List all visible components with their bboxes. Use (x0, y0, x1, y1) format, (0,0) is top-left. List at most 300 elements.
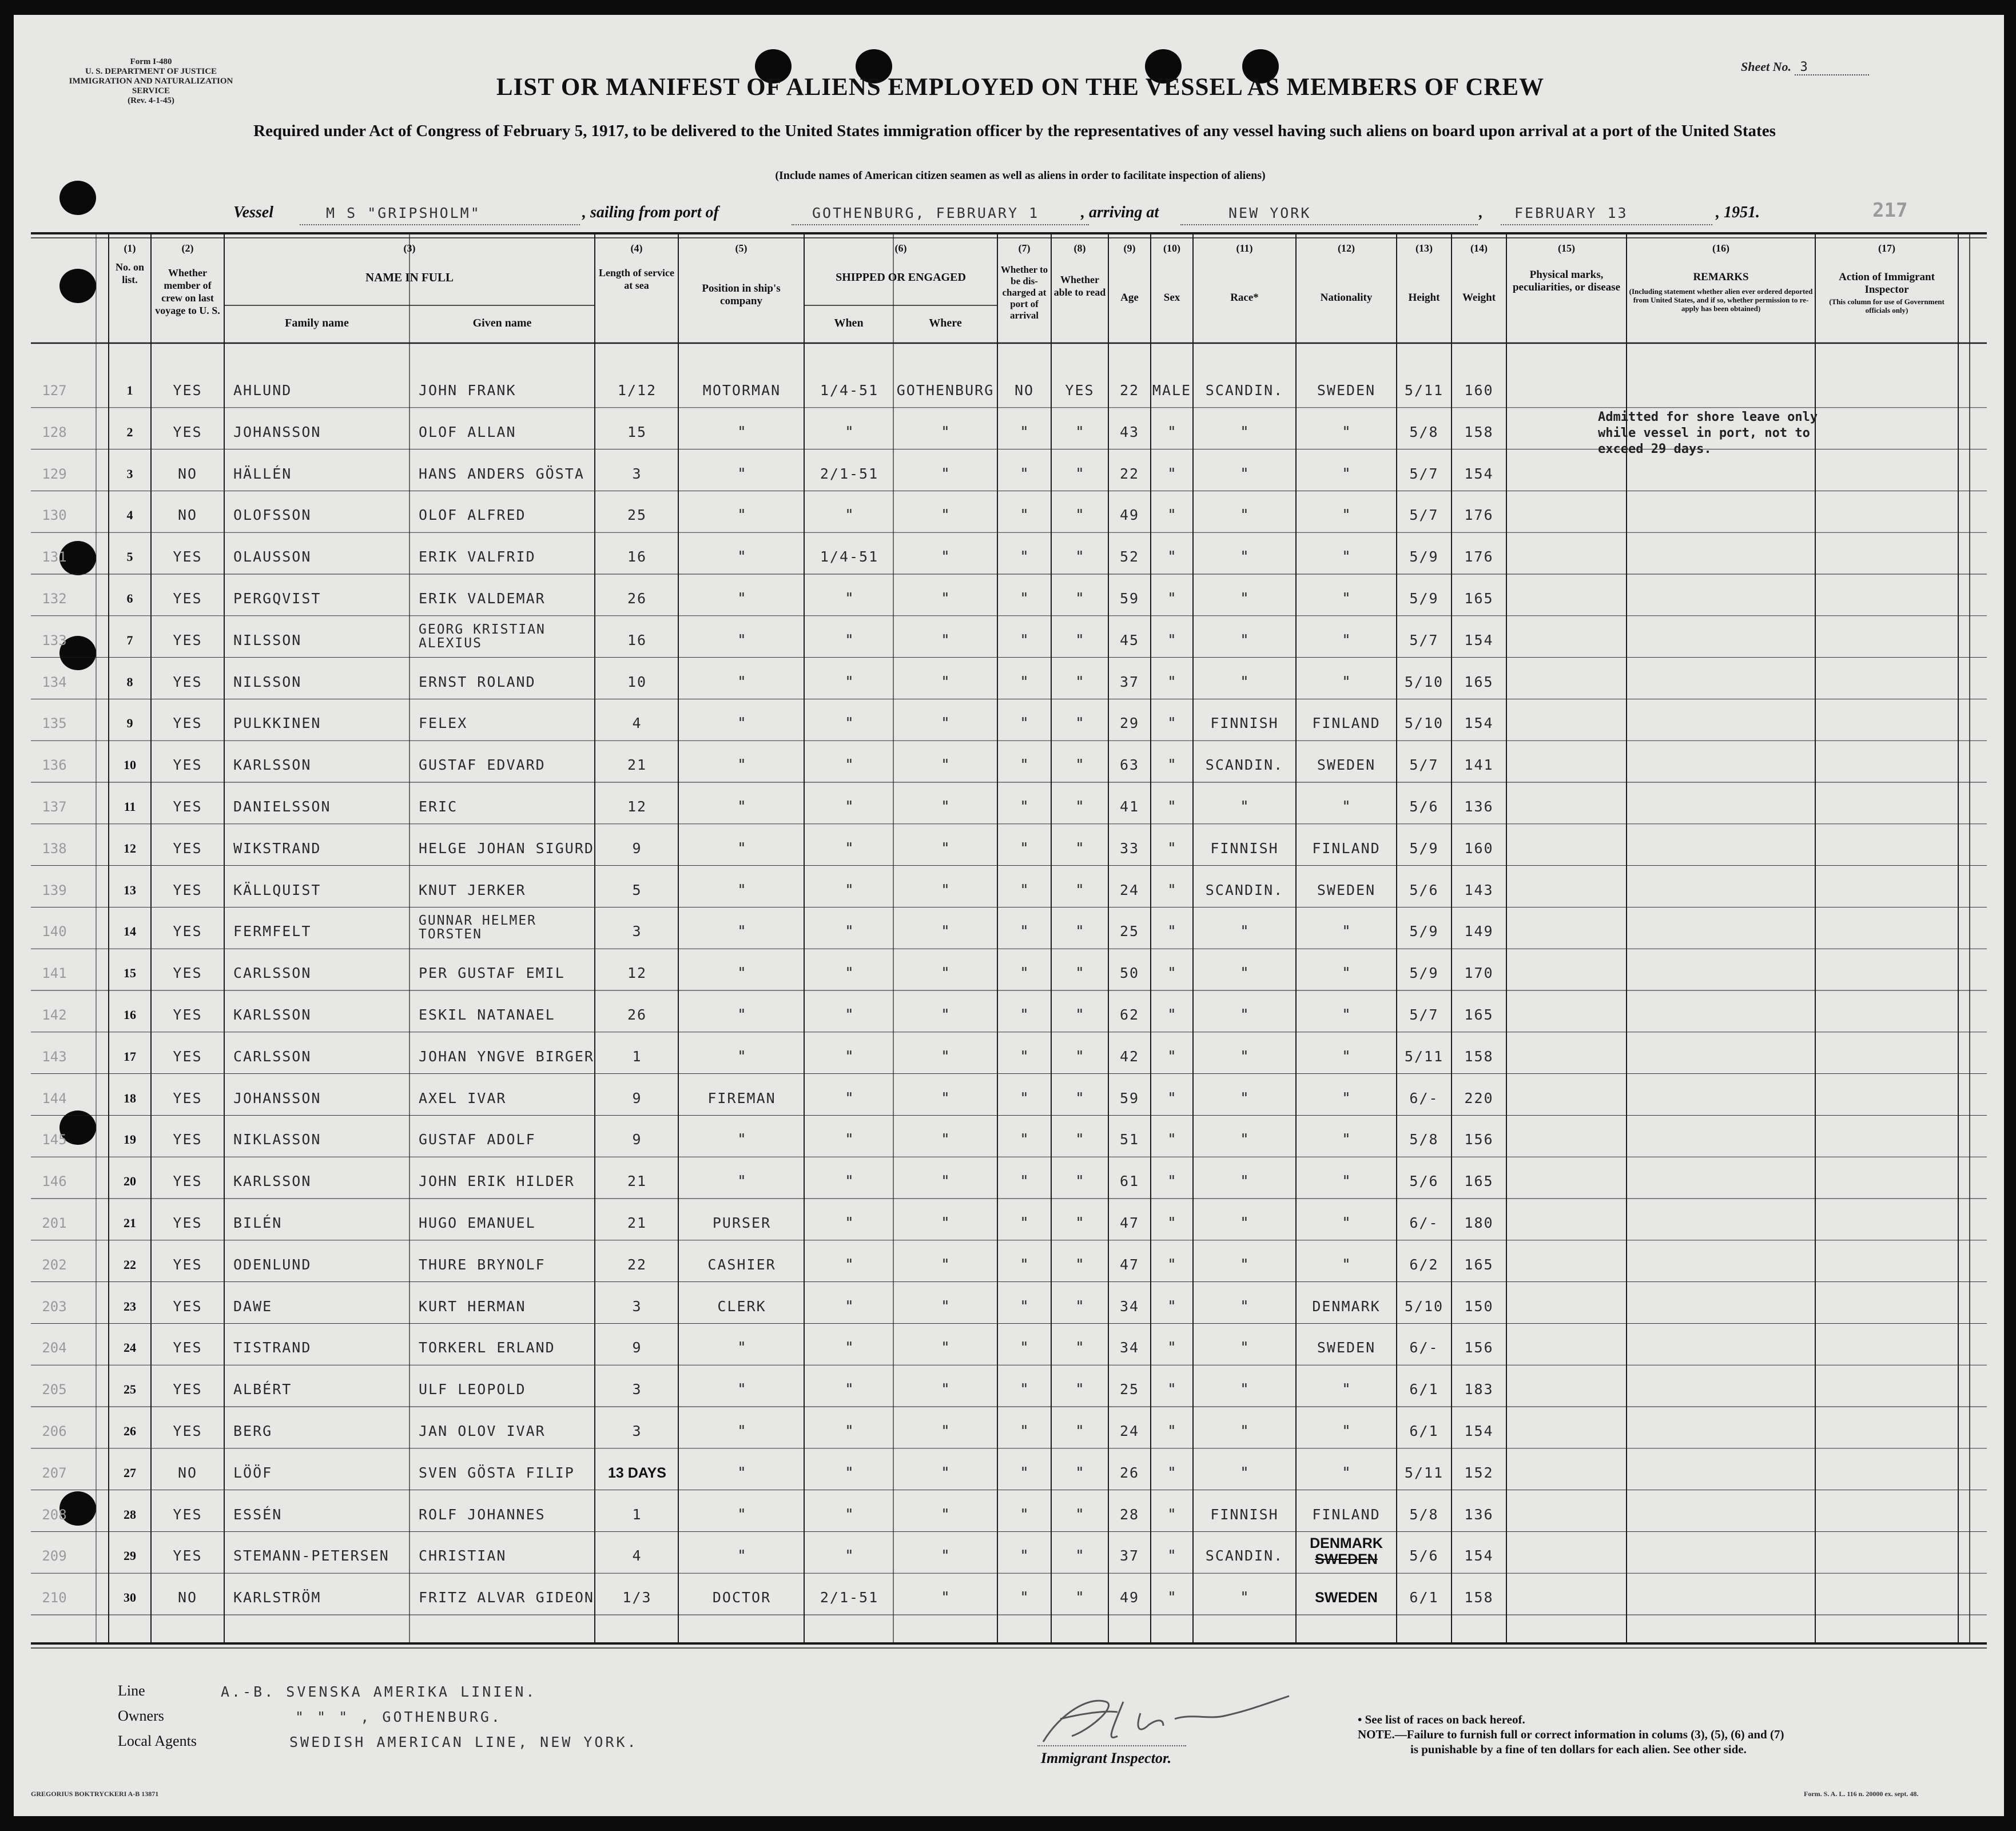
cell-sex: MALE (1152, 382, 1192, 399)
cell-sex: " (1167, 1048, 1176, 1065)
cell-read: " (1075, 798, 1084, 815)
cell-family: KARLSSON (233, 757, 312, 774)
cell-height: 5/9 (1409, 839, 1439, 857)
cell-given: ERIC (419, 798, 458, 815)
cell-no: 18 (124, 1090, 136, 1105)
cell-last: YES (173, 1173, 202, 1190)
cell-position: CLERK (717, 1297, 766, 1315)
cell-age: 63 (1119, 757, 1140, 774)
cell-no: 23 (124, 1299, 136, 1313)
cell-length: 9 (632, 1089, 642, 1106)
inspector-label: Immigrant Inspector. (1040, 1750, 1172, 1766)
cell-nationality: " (1342, 423, 1351, 441)
cell-no: 19 (124, 1132, 136, 1147)
cell-family: TISTRAND (233, 1339, 312, 1356)
cell-read: " (1075, 507, 1084, 524)
col-number-c17: (17) (1878, 242, 1895, 254)
cell-age: 45 (1119, 631, 1140, 648)
cell-length: 22 (627, 1256, 647, 1273)
cell-sex: " (1167, 507, 1176, 524)
cell-disch: " (1020, 1131, 1029, 1149)
agents-value: SWEDISH AMERICAN LINE, NEW YORK. (289, 1734, 638, 1750)
cell-nationality: SWEDEN (1317, 757, 1376, 774)
cell-when: " (845, 590, 854, 607)
cell-length: 3 (632, 1423, 642, 1439)
cell-where: " (941, 1339, 950, 1357)
col-header-where: Where (929, 317, 962, 329)
cell-position: " (737, 507, 746, 524)
cell-read: " (1075, 1215, 1084, 1232)
cell-race: " (1240, 1256, 1249, 1273)
cell-family: NIKLASSON (233, 1131, 321, 1148)
cell-disch: " (1020, 1297, 1029, 1315)
cell-given: JOHAN YNGVE BIRGER (419, 1048, 594, 1065)
cell-last: YES (173, 839, 202, 857)
arriving-label: , arriving at (1081, 204, 1159, 221)
remark-line: while vessel in port, not to (1598, 426, 1810, 440)
cell-where: " (941, 507, 950, 524)
cell-no: 4 (126, 508, 133, 523)
cell-race: " (1240, 1006, 1249, 1024)
cell-given: ULF LEOPOLD (419, 1381, 526, 1398)
cell-read: " (1075, 1464, 1084, 1482)
cell-last: YES (173, 1131, 202, 1148)
col-header-c6: SHIPPED OR ENGAGED (836, 271, 966, 284)
cell-position: " (737, 881, 746, 899)
cell-age: 25 (1119, 1381, 1140, 1398)
form-service-line: IMMIGRATION AND NATURALIZATION SERVICE (69, 77, 233, 95)
cell-weight: 176 (1464, 507, 1494, 524)
cell-nationality: " (1342, 1089, 1351, 1107)
cell-height: 5/7 (1409, 1006, 1439, 1023)
cell-nationality: " (1342, 631, 1351, 649)
cell-sex: " (1167, 631, 1176, 649)
cell-length: 15 (627, 423, 647, 440)
cell-when: " (845, 881, 854, 899)
col-subheader-c17: (This column for use of Government officials only) (1829, 297, 1945, 315)
cell-race: " (1240, 1131, 1249, 1149)
cell-where: " (941, 1464, 950, 1482)
cell-position: CASHIER (707, 1256, 776, 1273)
cell-height: 5/7 (1409, 631, 1439, 648)
col-header-c13: Height (1408, 292, 1440, 304)
cell-position: " (737, 590, 746, 607)
cell-height: 6/1 (1409, 1589, 1439, 1606)
cell-family: AHLUND (233, 382, 292, 399)
cell-list: 137 (42, 799, 67, 815)
cell-weight: 136 (1464, 1506, 1494, 1523)
cell-age: 24 (1119, 881, 1140, 898)
cell-family: KARLSTRÖM (233, 1589, 321, 1606)
cell-no: 25 (124, 1382, 136, 1397)
col-header-c11: Race* (1230, 292, 1259, 304)
cell-age: 59 (1119, 590, 1140, 607)
cell-length: 13 DAYS (608, 1464, 666, 1481)
cell-when: " (845, 839, 854, 857)
cell-weight: 170 (1464, 965, 1494, 982)
cell-given: KURT HERMAN (419, 1297, 526, 1315)
cell-when: " (845, 965, 854, 982)
cell-nationality: SWEDEN (1317, 382, 1376, 399)
cell-given: JOHN ERIK HILDER (419, 1173, 575, 1190)
cell-position: PURSER (712, 1215, 772, 1231)
cell-family: KARLSSON (233, 1006, 312, 1023)
cell-where: " (941, 1215, 950, 1232)
cell-last: NO (177, 465, 198, 482)
cell-disch: " (1020, 923, 1029, 941)
cell-read: " (1075, 715, 1084, 733)
cell-weight: 143 (1464, 881, 1494, 898)
cell-length: 5 (632, 881, 642, 898)
remark-line: Admitted for shore leave only (1598, 410, 1818, 424)
cell-race: " (1240, 673, 1249, 691)
cell-when: " (845, 798, 854, 815)
cell-length: 3 (632, 923, 642, 940)
cell-last: YES (173, 1381, 202, 1398)
cell-nationality: " (1342, 1381, 1351, 1399)
cell-given: OLOF ALLAN (419, 423, 516, 440)
col-number-c6: (6) (894, 242, 907, 254)
col-header-c8: Whether able to read (1053, 274, 1106, 298)
cell-weight: 180 (1464, 1215, 1494, 1231)
cell-position: " (737, 1506, 746, 1523)
col-number-c1: (1) (124, 242, 136, 254)
cell-race: " (1240, 1423, 1249, 1440)
cell-where: " (941, 631, 950, 649)
cell-last: YES (173, 1423, 202, 1439)
note-races: • See list of races on back hereof. (1358, 1713, 1525, 1726)
cell-race: " (1240, 1589, 1249, 1607)
cell-family: PERGQVIST (233, 590, 321, 607)
cell-race: " (1240, 1089, 1249, 1107)
cell-race: " (1240, 1464, 1249, 1482)
cell-race: " (1240, 1048, 1249, 1065)
cell-disch: " (1020, 1256, 1029, 1273)
document-subtitle: Required under Act of Congress of February 5, 1917, to be delivered to the United States immigration officer by the representatives of any vessel having such aliens on board upon arrival at a port of the United States (253, 122, 1776, 140)
cell-given: JOHN FRANK (419, 382, 516, 399)
cell-length: 4 (632, 1547, 642, 1565)
cell-height: 5/6 (1409, 881, 1439, 898)
cell-sex: " (1167, 548, 1176, 566)
cell-position: " (737, 1048, 746, 1065)
sailing-port: GOTHENBURG, FEBRUARY 1 (812, 205, 1040, 221)
col-number-c12: (12) (1338, 242, 1355, 254)
cell-disch: " (1020, 715, 1029, 733)
cell-position: " (737, 1547, 746, 1565)
cell-race: SCANDIN. (1205, 881, 1284, 898)
cell-nationality: " (1342, 1173, 1351, 1191)
cell-given: SVEN GÖSTA FILIP (419, 1464, 575, 1481)
cell-family: NILSSON (233, 631, 302, 648)
cell-height: 6/- (1409, 1089, 1439, 1106)
cell-disch: " (1020, 757, 1029, 774)
line-label: Line (118, 1682, 145, 1699)
cell-age: 26 (1119, 1464, 1140, 1481)
cell-list: 202 (42, 1256, 67, 1273)
cell-position: " (737, 465, 746, 483)
footer-line-row (118, 1682, 747, 1702)
cell-when: " (845, 1506, 854, 1523)
cell-sex: " (1167, 1464, 1176, 1482)
cell-nationality: SWEDEN (1315, 1590, 1378, 1606)
cell-position: " (737, 1131, 746, 1149)
line-value: A.-B. SVENSKA AMERIKA LINIEN. (221, 1683, 537, 1700)
cell-nationality: " (1342, 548, 1351, 566)
cell-weight: 149 (1464, 923, 1494, 940)
cell-disch: " (1020, 1506, 1029, 1523)
cell-weight: 154 (1464, 715, 1494, 732)
sailing-label: , sailing from port of (582, 204, 719, 221)
col-header-c15: Physical marks, peculiarities, or disease (1512, 269, 1621, 293)
cell-where: " (941, 673, 950, 691)
cell-nationality: SWEDEN (1317, 1339, 1376, 1356)
cell-height: 5/6 (1409, 1173, 1439, 1190)
cell-age: 25 (1119, 923, 1140, 940)
cell-nationality: " (1342, 923, 1351, 941)
cell-no: 5 (126, 550, 133, 564)
cell-given: GUNNAR HELMER TORSTEN (419, 913, 537, 942)
cell-where: " (941, 1131, 950, 1149)
cell-sex: " (1167, 590, 1176, 607)
cell-list: 131 (42, 549, 67, 566)
cell-position: " (737, 1464, 746, 1482)
cell-race: " (1240, 965, 1249, 982)
cell-list: 135 (42, 715, 67, 732)
cell-weight: 156 (1464, 1131, 1494, 1148)
cell-no: 22 (124, 1257, 136, 1272)
cell-where: " (941, 1089, 950, 1107)
cell-age: 49 (1119, 507, 1140, 524)
cell-family: KÄLLQUIST (233, 881, 321, 898)
cell-list: 146 (42, 1173, 67, 1190)
cell-no: 3 (126, 466, 133, 481)
col-header-c17: Action of Immigrant Inspector (1839, 271, 1935, 296)
cell-where: " (941, 881, 950, 899)
cell-no: 10 (124, 758, 136, 773)
cell-race: SCANDIN. (1205, 1547, 1284, 1565)
cell-list: 143 (42, 1048, 67, 1065)
footer-agents-row (118, 1733, 747, 1752)
cell-position: FIREMAN (707, 1089, 776, 1106)
cell-no: 20 (124, 1174, 136, 1189)
cell-when: 2/1-51 (820, 465, 879, 482)
cell-race: " (1240, 1215, 1249, 1232)
cell-where: " (941, 923, 950, 941)
cell-list: 132 (42, 591, 67, 607)
cell-given: GUSTAF EDVARD (419, 757, 546, 774)
cell-nationality: FINLAND (1312, 1506, 1381, 1523)
cell-last: YES (173, 1089, 202, 1106)
cell-sex: " (1167, 1339, 1176, 1357)
cell-when: " (845, 423, 854, 441)
col-number-c14: (14) (1470, 242, 1488, 254)
cell-last: YES (173, 881, 202, 898)
cell-age: 51 (1119, 1131, 1140, 1148)
cell-where: " (941, 548, 950, 566)
cell-length: 16 (627, 631, 647, 648)
cell-height: 5/10 (1404, 715, 1444, 732)
cell-height: 5/7 (1409, 507, 1439, 524)
cell-disch: " (1020, 1215, 1029, 1232)
cell-when: 2/1-51 (820, 1589, 879, 1606)
owners-value: " " " , GOTHENBURG. (295, 1709, 502, 1725)
cell-age: 33 (1119, 839, 1140, 857)
cell-when: 1/4-51 (820, 382, 879, 399)
cell-position: " (737, 715, 746, 733)
cell-when: " (845, 715, 854, 733)
cell-sex: " (1167, 1215, 1176, 1232)
cell-age: 34 (1119, 1339, 1140, 1356)
cell-length: 26 (627, 1006, 647, 1023)
col-header-family: Family name (285, 317, 349, 329)
cell-given: HANS ANDERS GÖSTA (419, 465, 584, 482)
cell-position: " (737, 673, 746, 691)
col-number-c8: (8) (1073, 242, 1086, 254)
cell-disch: " (1020, 798, 1029, 815)
cell-where: " (941, 590, 950, 607)
cell-last: NO (177, 1464, 198, 1481)
cell-when: " (845, 1297, 854, 1315)
cell-weight: 183 (1464, 1381, 1494, 1398)
cell-last: YES (173, 548, 202, 566)
cell-where: " (941, 1006, 950, 1024)
cell-read: " (1075, 923, 1084, 941)
arriving-port: NEW YORK (1228, 205, 1311, 221)
cell-weight: 150 (1464, 1297, 1494, 1315)
cell-sex: " (1167, 1423, 1176, 1440)
cell-weight: 154 (1464, 631, 1494, 648)
remark-line: exceed 29 days. (1598, 442, 1712, 456)
cell-nationality: " (1342, 1256, 1351, 1273)
cell-list: 144 (42, 1090, 67, 1106)
cell-disch: " (1020, 548, 1029, 566)
cell-position: " (737, 1173, 746, 1191)
cell-list: 205 (42, 1382, 67, 1398)
cell-sex: " (1167, 798, 1176, 815)
cell-sex: " (1167, 1297, 1176, 1315)
cell-race: " (1240, 507, 1249, 524)
cell-disch: " (1020, 423, 1029, 441)
arrival-year: , 1951. (1716, 204, 1760, 221)
cell-read: " (1075, 631, 1084, 649)
vessel-label: Vessel (233, 204, 273, 221)
cell-disch: " (1020, 465, 1029, 483)
cell-disch: " (1020, 1006, 1029, 1024)
cell-family: DANIELSSON (233, 798, 331, 815)
cell-last: YES (173, 673, 202, 690)
cell-age: 43 (1119, 423, 1140, 440)
cell-sex: " (1167, 1381, 1176, 1399)
cell-position: " (737, 1381, 746, 1399)
cell-race: " (1240, 1173, 1249, 1191)
cell-length: 25 (627, 507, 647, 524)
col-header-c2: Whether member of crew on last voyage to U. S. (155, 267, 220, 316)
cell-length: 1 (632, 1048, 642, 1065)
cell-race: FINNISH (1210, 715, 1279, 732)
cell-list: 141 (42, 965, 67, 982)
cell-disch: " (1020, 1589, 1029, 1607)
cell-given: HELGE JOHAN SIGURD (419, 839, 594, 857)
cell-where: " (941, 1256, 950, 1273)
cell-given: FELEX (419, 715, 468, 732)
sheet-number-label: Sheet No. (1741, 59, 1791, 74)
cell-family: STEMANN-PETERSEN (233, 1547, 389, 1565)
cell-given: TORKERL ERLAND (419, 1339, 555, 1356)
cell-list: 145 (42, 1132, 67, 1148)
cell-read: " (1075, 423, 1084, 441)
cell-length: 21 (627, 757, 647, 774)
cell-when: 1/4-51 (820, 548, 879, 566)
cell-no: 13 (124, 882, 136, 897)
cell-height: 5/11 (1404, 1048, 1444, 1065)
cell-last: YES (173, 1048, 202, 1065)
cell-disch: " (1020, 1423, 1029, 1440)
cell-list: 138 (42, 840, 67, 857)
cell-list: 134 (42, 674, 67, 690)
cell-weight: 165 (1464, 1006, 1494, 1023)
cell-read: " (1075, 1173, 1084, 1191)
cell-where: " (941, 1547, 950, 1565)
cell-given: THURE BRYNOLF (419, 1256, 546, 1273)
cell-given: ESKIL NATANAEL (419, 1006, 555, 1023)
col-number-c4: (4) (630, 242, 643, 254)
cell-weight: 136 (1464, 798, 1494, 815)
cell-age: 61 (1119, 1173, 1140, 1190)
cell-last: YES (173, 631, 202, 648)
col-number-c16: (16) (1712, 242, 1729, 254)
col-header-c5: Position in ship's company (702, 282, 781, 307)
cell-where: " (941, 839, 950, 857)
cell-when: " (845, 1423, 854, 1440)
cell-sex: " (1167, 1173, 1176, 1191)
cell-disch: NO (1014, 382, 1035, 399)
cell-where: " (941, 1048, 950, 1065)
col-number-c13: (13) (1415, 242, 1433, 254)
cell-no: 6 (126, 591, 133, 606)
cell-disch: " (1020, 673, 1029, 691)
cell-no: 24 (124, 1340, 136, 1355)
cell-list: 140 (42, 924, 67, 940)
cell-nationality: DENMARK (1312, 1297, 1381, 1315)
cell-race: SCANDIN. (1205, 757, 1284, 774)
cell-read: YES (1065, 382, 1095, 399)
cell-read: " (1075, 839, 1084, 857)
cell-list: 128 (42, 424, 67, 440)
col-header-given: Given name (472, 317, 532, 329)
cell-disch: " (1020, 839, 1029, 857)
footer-owners-row (118, 1707, 747, 1727)
cell-sex: " (1167, 1089, 1176, 1107)
cell-length: 26 (627, 590, 647, 607)
cell-height: 5/7 (1409, 757, 1439, 774)
cell-family: BILÉN (233, 1215, 283, 1231)
cell-nationality: " (1342, 798, 1351, 815)
cell-given: OLOF ALFRED (419, 507, 526, 524)
footer-notes (1358, 1712, 1930, 1757)
col-header-c3: NAME IN FULL (365, 270, 454, 284)
cell-no: 8 (126, 674, 133, 689)
cell-length: 12 (627, 798, 647, 815)
cell-list: 142 (42, 1007, 67, 1023)
cell-given: FRITZ ALVAR GIDEON (419, 1589, 594, 1606)
cell-last: YES (173, 1006, 202, 1023)
cell-height: 5/6 (1409, 798, 1439, 815)
cell-where: GOTHENBURG (896, 382, 995, 399)
cell-where: " (941, 798, 950, 815)
cell-given: CHRISTIAN (419, 1547, 507, 1565)
cell-height: 5/6 (1409, 1547, 1439, 1565)
cell-weight: 141 (1464, 757, 1494, 774)
